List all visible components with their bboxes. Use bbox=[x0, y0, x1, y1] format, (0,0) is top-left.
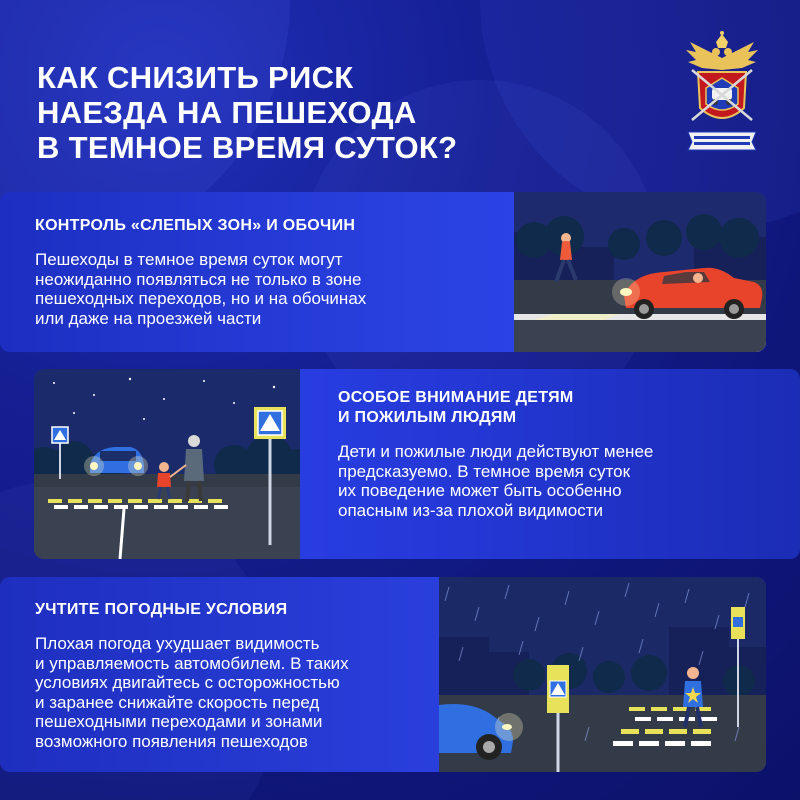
section-text-line: условиях двигайтесь с осторожностью bbox=[35, 673, 340, 692]
section-title: УЧТИТЕ ПОГОДНЫЕ УСЛОВИЯ bbox=[35, 601, 288, 618]
section-title bbox=[338, 388, 574, 428]
title-line: В ТЕМНОЕ ВРЕМЯ СУТОК? bbox=[37, 130, 458, 165]
rain-crossing-illustration bbox=[439, 577, 766, 772]
section-text-line: Плохая погода ухудшает видимость bbox=[35, 634, 320, 653]
section-text-line: предсказуемо. В темное время суток bbox=[338, 461, 631, 481]
section-title-line: И ПОЖИЛЫМ ЛЮДЯМ bbox=[338, 409, 517, 426]
section-text-line: пешеходных переходов, но и на обочинах bbox=[35, 289, 367, 308]
section-text bbox=[35, 634, 349, 751]
section-text-line: или даже на проезжей части bbox=[35, 308, 262, 328]
section-text-line: опасным из-за плохой видимости bbox=[338, 500, 603, 520]
section-text-line: неожиданно появляться не только в зоне bbox=[35, 269, 362, 289]
section-card-blind-zones bbox=[0, 192, 766, 352]
section-text-line: и управляемость автомобилем. В таких bbox=[35, 653, 349, 673]
section-text-line: пешеходными переходами и зонами bbox=[35, 712, 323, 731]
pedestrian-roadside-illustration bbox=[514, 192, 766, 352]
title-line: НАЕЗДА НА ПЕШЕХОДА bbox=[37, 95, 417, 130]
section-text-line: их поведение может быть особенно bbox=[338, 481, 622, 500]
child-elderly-crossing-illustration bbox=[34, 369, 300, 559]
section-text-line: и заранее снижайте скорость перед bbox=[35, 692, 320, 712]
section-text-line: Пешеходы в темное время суток могут bbox=[35, 250, 343, 269]
section-card-children-elderly bbox=[34, 369, 800, 559]
title-line: КАК СНИЗИТЬ РИСК bbox=[37, 60, 354, 95]
section-text bbox=[338, 442, 653, 520]
section-title: КОНТРОЛЬ «СЛЕПЫХ ЗОН» И ОБОЧИН bbox=[35, 217, 356, 234]
section-text-line: возможного появления пешеходов bbox=[35, 731, 308, 751]
section-text-line: Дети и пожилые люди действуют менее bbox=[338, 442, 654, 461]
page-title bbox=[37, 60, 457, 165]
section-text bbox=[35, 250, 366, 328]
section-card-weather bbox=[0, 577, 766, 772]
police-emblem-icon bbox=[682, 28, 762, 152]
section-title-line: ОСОБОЕ ВНИМАНИЕ ДЕТЯМ bbox=[338, 389, 574, 406]
